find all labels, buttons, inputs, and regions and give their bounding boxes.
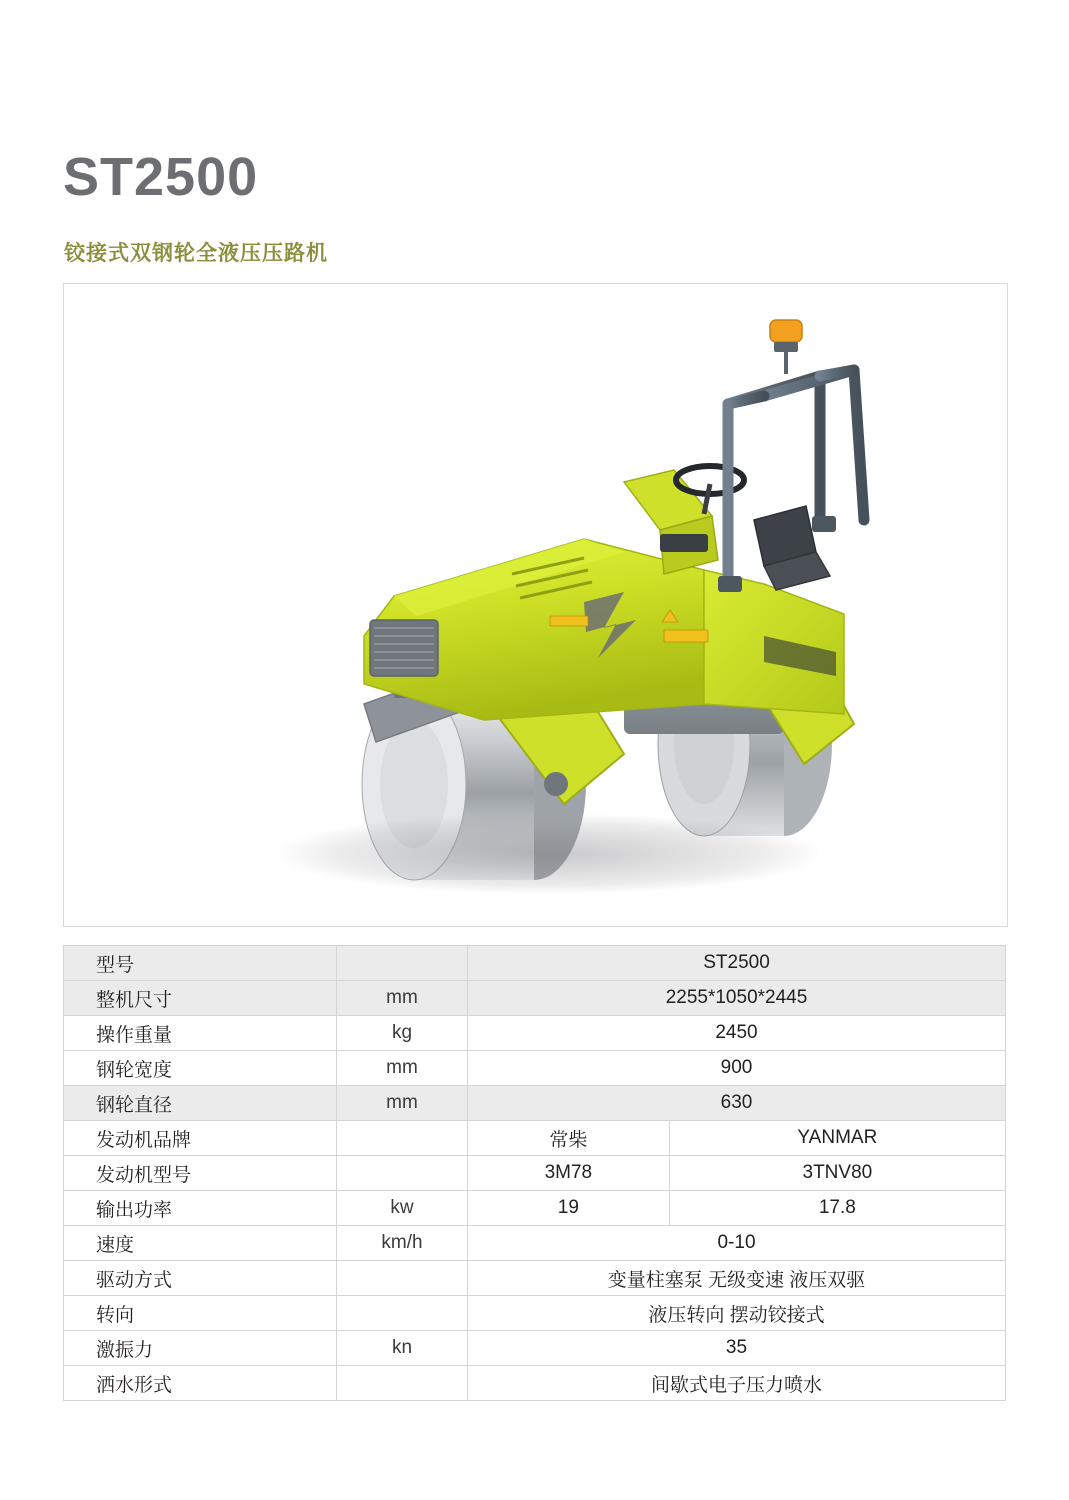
spec-unit bbox=[337, 1156, 468, 1191]
spec-unit bbox=[337, 1261, 468, 1296]
spec-label: 钢轮宽度 bbox=[64, 1051, 337, 1086]
spec-unit: mm bbox=[337, 1086, 468, 1121]
spec-label: 速度 bbox=[64, 1226, 337, 1261]
table-row bbox=[64, 1261, 1006, 1296]
spec-value: 间歇式电子压力喷水 bbox=[468, 1366, 1006, 1401]
table-row bbox=[64, 1086, 1006, 1121]
spec-value: 2450 bbox=[468, 1016, 1006, 1051]
page-subtitle: 铰接式双钢轮全液压压路机 bbox=[64, 242, 328, 265]
spec-value: 2255*1050*2445 bbox=[468, 981, 1006, 1016]
spec-unit bbox=[337, 1296, 468, 1331]
spec-label: 型号 bbox=[64, 946, 337, 981]
spec-value: 变量柱塞泵 无级变速 液压双驱 bbox=[468, 1261, 1006, 1296]
spec-label: 发动机型号 bbox=[64, 1156, 337, 1191]
table-row bbox=[64, 1016, 1006, 1051]
spec-label: 驱动方式 bbox=[64, 1261, 337, 1296]
spec-value: 630 bbox=[468, 1086, 1006, 1121]
spec-label: 输出功率 bbox=[64, 1191, 337, 1226]
spec-value: 900 bbox=[468, 1051, 1006, 1086]
table-row bbox=[64, 946, 1006, 981]
spec-label: 操作重量 bbox=[64, 1016, 337, 1051]
table-row bbox=[64, 1226, 1006, 1261]
spec-label: 钢轮直径 bbox=[64, 1086, 337, 1121]
road-roller-illustration bbox=[64, 284, 1007, 926]
spec-unit: km/h bbox=[337, 1226, 468, 1261]
spec-value: 常柴 bbox=[468, 1121, 670, 1156]
spec-value: 液压转向 摆动铰接式 bbox=[468, 1296, 1006, 1331]
table-row bbox=[64, 1366, 1006, 1401]
spec-table-body bbox=[64, 946, 1006, 1401]
product-image-panel bbox=[63, 283, 1008, 927]
ground-shadow bbox=[279, 814, 819, 894]
spec-value-alt: 17.8 bbox=[669, 1191, 1005, 1226]
spec-value-alt: YANMAR bbox=[669, 1121, 1005, 1156]
spec-value: 19 bbox=[468, 1191, 670, 1226]
spec-label: 洒水形式 bbox=[64, 1366, 337, 1401]
table-row bbox=[64, 1331, 1006, 1366]
spec-value: 0-10 bbox=[468, 1226, 1006, 1261]
spec-unit bbox=[337, 1121, 468, 1156]
spec-unit: mm bbox=[337, 1051, 468, 1086]
warning-decal bbox=[550, 616, 588, 626]
spec-unit: kn bbox=[337, 1331, 468, 1366]
table-row bbox=[64, 1296, 1006, 1331]
spec-value: 3M78 bbox=[468, 1156, 670, 1191]
specification-table bbox=[63, 945, 1006, 1401]
spec-unit: kw bbox=[337, 1191, 468, 1226]
beacon-light bbox=[770, 320, 802, 374]
spec-label: 发动机品牌 bbox=[64, 1121, 337, 1156]
table-row bbox=[64, 1051, 1006, 1086]
spec-unit: mm bbox=[337, 981, 468, 1016]
spec-value-alt: 3TNV80 bbox=[669, 1156, 1005, 1191]
spec-label: 激振力 bbox=[64, 1331, 337, 1366]
table-row bbox=[64, 1191, 1006, 1226]
warning-decal bbox=[664, 630, 708, 642]
table-row bbox=[64, 1121, 1006, 1156]
spec-label: 整机尺寸 bbox=[64, 981, 337, 1016]
spec-unit: kg bbox=[337, 1016, 468, 1051]
table-row bbox=[64, 1156, 1006, 1191]
page-title: ST2500 bbox=[63, 147, 259, 207]
table-row bbox=[64, 981, 1006, 1016]
spec-unit bbox=[337, 1366, 468, 1401]
spec-label: 转向 bbox=[64, 1296, 337, 1331]
spec-value: ST2500 bbox=[468, 946, 1006, 981]
spec-unit bbox=[337, 946, 468, 981]
spec-value: 35 bbox=[468, 1331, 1006, 1366]
